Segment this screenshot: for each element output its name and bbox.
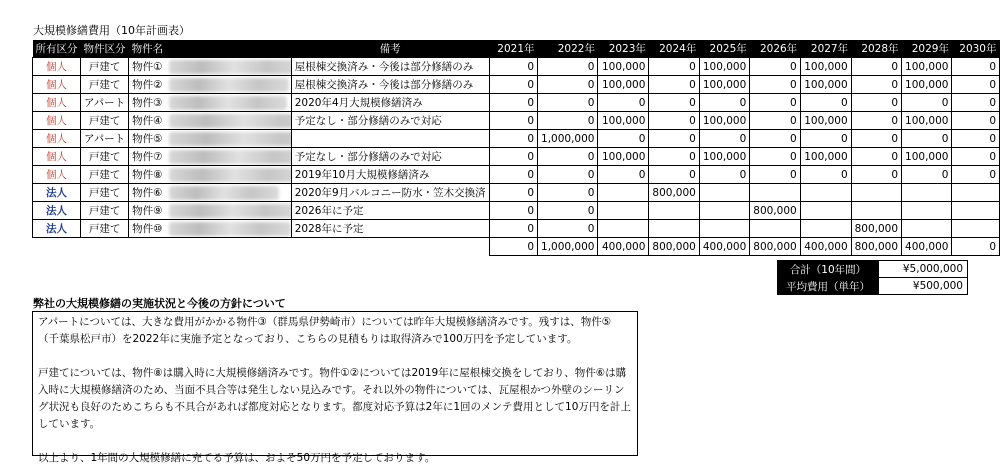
- value-cell: 0: [952, 112, 1000, 130]
- summary-average-value: ¥500,000: [879, 278, 968, 295]
- note-cell: 2028年に予定: [291, 220, 489, 238]
- value-cell: 0: [699, 166, 749, 184]
- value-cell: 0: [851, 112, 901, 130]
- value-cell: 0: [800, 166, 851, 184]
- summary-average-label: 平均費用（単年）: [778, 278, 879, 295]
- value-cell: 0: [750, 112, 800, 130]
- redacted-address: [169, 168, 291, 182]
- owner-cell: 個人: [33, 58, 81, 76]
- value-cell: 0: [489, 76, 537, 94]
- value-cell: 0: [649, 166, 699, 184]
- value-cell: [699, 184, 749, 202]
- note-cell: 屋根棟交換済み・今後は部分修繕のみ: [291, 58, 489, 76]
- total-cell: 800,000: [851, 238, 901, 256]
- name-cell: [129, 166, 292, 184]
- kind-cell: 戸建て: [81, 184, 129, 202]
- value-cell: 0: [902, 130, 952, 148]
- header-note: 備考: [291, 40, 489, 58]
- value-cell: 100,000: [902, 58, 952, 76]
- owner-cell: 法人: [33, 202, 81, 220]
- value-cell: 0: [538, 148, 598, 166]
- value-cell: 0: [952, 94, 1000, 112]
- total-cell: 400,000: [598, 238, 649, 256]
- value-cell: [750, 184, 800, 202]
- redacted-address: [169, 60, 291, 74]
- value-cell: 0: [750, 148, 800, 166]
- value-cell: 0: [538, 58, 598, 76]
- value-cell: 0: [699, 94, 749, 112]
- owner-cell: 個人: [33, 130, 81, 148]
- value-cell: 0: [750, 76, 800, 94]
- value-cell: 0: [538, 202, 598, 220]
- note-cell: 2026年に予定: [291, 202, 489, 220]
- value-cell: [902, 202, 952, 220]
- total-cell: 400,000: [800, 238, 851, 256]
- value-cell: 0: [851, 166, 901, 184]
- value-cell: 100,000: [902, 76, 952, 94]
- kind-cell: アパート: [81, 130, 129, 148]
- header-year: 2021年: [489, 40, 537, 58]
- owner-cell: 法人: [33, 220, 81, 238]
- header-row: [33, 40, 1000, 58]
- value-cell: [598, 202, 649, 220]
- redacted-address: [169, 96, 287, 110]
- value-cell: 0: [952, 76, 1000, 94]
- value-cell: [902, 220, 952, 238]
- value-cell: [598, 220, 649, 238]
- value-cell: 100,000: [800, 58, 851, 76]
- header-name: 物件名: [129, 40, 292, 58]
- redacted-address: [169, 114, 291, 128]
- table-row: [33, 202, 1000, 220]
- total-cell: 1,000,000: [538, 238, 598, 256]
- note-cell: 予定なし・部分修繕のみで対応: [291, 148, 489, 166]
- value-cell: 0: [489, 112, 537, 130]
- owner-cell: 個人: [33, 76, 81, 94]
- summary-total-label: 合計（10年間）: [778, 261, 879, 278]
- value-cell: [750, 220, 800, 238]
- value-cell: 100,000: [902, 148, 952, 166]
- header-year: 2023年: [598, 40, 649, 58]
- value-cell: [952, 202, 1000, 220]
- value-cell: 0: [538, 166, 598, 184]
- note-cell: 2020年9月バルコニー防水・笠木交換済: [291, 184, 489, 202]
- value-cell: 100,000: [699, 76, 749, 94]
- value-cell: 0: [800, 130, 851, 148]
- value-cell: 0: [851, 58, 901, 76]
- header-year: 2030年: [952, 40, 1000, 58]
- value-cell: [902, 184, 952, 202]
- redacted-address: [169, 78, 289, 92]
- note-cell: 予定なし・部分修繕のみで対応: [291, 112, 489, 130]
- property-name: 物件③: [132, 97, 163, 109]
- value-cell: 0: [750, 58, 800, 76]
- note-cell: 2019年10月大規模修繕済み: [291, 166, 489, 184]
- header-year: 2026年: [750, 40, 800, 58]
- redacted-address: [169, 132, 291, 146]
- value-cell: 800,000: [750, 202, 800, 220]
- name-cell: [129, 76, 292, 94]
- property-name: 物件④: [132, 115, 163, 127]
- redacted-address: [169, 222, 291, 236]
- total-cell: 0: [489, 238, 537, 256]
- value-cell: 0: [649, 58, 699, 76]
- kind-cell: 戸建て: [81, 76, 129, 94]
- value-cell: 0: [851, 94, 901, 112]
- kind-cell: 戸建て: [81, 58, 129, 76]
- paragraph: 戸建てについては、物件⑧は購入時に大規模修繕済みです。物件①②については2019年に屋根棟交換をしており、物件⑥は購入時に大規模修繕済のため、当面不具合等は発生しない見込みです。それ以外の物件については、瓦屋根かつ外壁のシーリング状況も良好のためこちらも不具合があれば都度対応となります。都度対応予算は2年に1回のメンテ費用として10万円を計上しています。: [38, 367, 631, 430]
- header-year: 2029年: [902, 40, 952, 58]
- total-cell: 0: [952, 238, 1000, 256]
- summary-average-row: [778, 278, 968, 295]
- property-name: 物件⑦: [132, 151, 163, 163]
- summary-total-value: ¥5,000,000: [879, 261, 968, 278]
- value-cell: 0: [649, 76, 699, 94]
- value-cell: 0: [649, 112, 699, 130]
- value-cell: 0: [649, 130, 699, 148]
- name-cell: [129, 94, 292, 112]
- property-name: 物件⑨: [132, 205, 163, 217]
- header-year: 2027年: [800, 40, 851, 58]
- value-cell: 0: [649, 94, 699, 112]
- kind-cell: 戸建て: [81, 220, 129, 238]
- value-cell: 100,000: [902, 112, 952, 130]
- table-title: 大規模修繕費用（10年計画表）: [33, 24, 190, 37]
- kind-cell: 戸建て: [81, 112, 129, 130]
- redacted-address: [169, 186, 279, 200]
- table-row: [33, 76, 1000, 94]
- header-year: 2024年: [649, 40, 699, 58]
- value-cell: [800, 220, 851, 238]
- table-row: [33, 130, 1000, 148]
- kind-cell: アパート: [81, 94, 129, 112]
- value-cell: 0: [800, 94, 851, 112]
- total-cell: 400,000: [699, 238, 749, 256]
- owner-cell: 個人: [33, 166, 81, 184]
- table-row: [33, 112, 1000, 130]
- value-cell: 0: [598, 166, 649, 184]
- totals-row: [33, 238, 1000, 256]
- value-cell: 0: [538, 76, 598, 94]
- value-cell: 0: [851, 76, 901, 94]
- owner-cell: 個人: [33, 148, 81, 166]
- value-cell: 0: [538, 94, 598, 112]
- value-cell: 0: [952, 58, 1000, 76]
- value-cell: 0: [489, 94, 537, 112]
- value-cell: 0: [649, 148, 699, 166]
- value-cell: [649, 202, 699, 220]
- value-cell: 0: [489, 130, 537, 148]
- header-year: 2022年: [538, 40, 598, 58]
- value-cell: 0: [750, 94, 800, 112]
- value-cell: 100,000: [598, 148, 649, 166]
- value-cell: 0: [851, 130, 901, 148]
- section-title: 弊社の大規模修繕の実施状況と今後の方針について: [33, 297, 286, 310]
- property-name: 物件⑤: [132, 133, 163, 145]
- value-cell: 0: [538, 112, 598, 130]
- value-cell: 1,000,000: [538, 130, 598, 148]
- value-cell: 0: [952, 130, 1000, 148]
- value-cell: 0: [902, 94, 952, 112]
- name-cell: [129, 112, 292, 130]
- owner-cell: 個人: [33, 94, 81, 112]
- value-cell: [699, 220, 749, 238]
- value-cell: 800,000: [851, 220, 901, 238]
- value-cell: 0: [750, 130, 800, 148]
- note-cell: 2020年4月大規模修繕済み: [291, 94, 489, 112]
- value-cell: 0: [598, 130, 649, 148]
- name-cell: [129, 220, 292, 238]
- paragraph: 以上より、1年間の大規模修繕に充てる予算は、およそ50万円を予定しております。: [38, 452, 436, 464]
- totals-spacer: [33, 238, 490, 256]
- property-name: 物件⑥: [132, 187, 163, 199]
- table-row: [33, 58, 1000, 76]
- value-cell: 0: [902, 166, 952, 184]
- value-cell: 0: [489, 184, 537, 202]
- table-body: [33, 58, 1000, 238]
- property-name: 物件②: [132, 79, 163, 91]
- name-cell: [129, 202, 292, 220]
- value-cell: 100,000: [699, 148, 749, 166]
- value-cell: 100,000: [800, 112, 851, 130]
- table-row: [33, 94, 1000, 112]
- value-cell: 100,000: [598, 112, 649, 130]
- table-row: [33, 184, 1000, 202]
- value-cell: 0: [851, 148, 901, 166]
- value-cell: [649, 220, 699, 238]
- value-cell: [699, 202, 749, 220]
- property-name: 物件①: [132, 61, 163, 73]
- total-cell: 400,000: [902, 238, 952, 256]
- kind-cell: 戸建て: [81, 166, 129, 184]
- header-kind: 物件区分: [81, 40, 129, 58]
- paragraph: アパートについては、大きな費用がかかる物件③（群馬県伊勢崎市）については昨年大規模修繕済みです。残すは、物件⑤（千葉県松戸市）を2022年に実施予定となっており、こちらの見積もりは取得済みで100万円を予定しています。: [38, 316, 612, 345]
- kind-cell: 戸建て: [81, 202, 129, 220]
- summary-table: [777, 260, 968, 295]
- value-cell: [952, 220, 1000, 238]
- owner-cell: 法人: [33, 184, 81, 202]
- header-year: 2025年: [699, 40, 749, 58]
- header-year: 2028年: [851, 40, 901, 58]
- redacted-address: [169, 204, 291, 218]
- value-cell: 0: [489, 166, 537, 184]
- policy-notes-box: [32, 311, 638, 464]
- table-row: [33, 220, 1000, 238]
- property-name: 物件⑧: [132, 169, 163, 181]
- value-cell: [851, 202, 901, 220]
- value-cell: 100,000: [800, 76, 851, 94]
- redacted-address: [169, 150, 291, 164]
- value-cell: [952, 184, 1000, 202]
- total-cell: 800,000: [649, 238, 699, 256]
- note-cell: [291, 130, 489, 148]
- value-cell: [598, 184, 649, 202]
- value-cell: 100,000: [699, 112, 749, 130]
- value-cell: 0: [489, 148, 537, 166]
- value-cell: 100,000: [598, 76, 649, 94]
- value-cell: 0: [952, 166, 1000, 184]
- value-cell: 100,000: [699, 58, 749, 76]
- summary-total-row: [778, 261, 968, 278]
- value-cell: 0: [538, 184, 598, 202]
- property-name: 物件⑩: [132, 223, 163, 235]
- name-cell: [129, 184, 292, 202]
- kind-cell: 戸建て: [81, 148, 129, 166]
- value-cell: 0: [598, 94, 649, 112]
- table-row: [33, 166, 1000, 184]
- value-cell: 0: [538, 220, 598, 238]
- note-cell: 屋根棟交換済み・今後は部分修繕のみ: [291, 76, 489, 94]
- value-cell: [851, 184, 901, 202]
- value-cell: 100,000: [598, 58, 649, 76]
- value-cell: 0: [750, 166, 800, 184]
- name-cell: [129, 58, 292, 76]
- value-cell: 800,000: [649, 184, 699, 202]
- value-cell: 100,000: [800, 148, 851, 166]
- total-cell: 800,000: [750, 238, 800, 256]
- repair-plan-table: [32, 40, 1000, 256]
- header-owner: 所有区分: [33, 40, 81, 58]
- value-cell: [800, 184, 851, 202]
- owner-cell: 個人: [33, 112, 81, 130]
- name-cell: [129, 148, 292, 166]
- name-cell: [129, 130, 292, 148]
- value-cell: 0: [489, 220, 537, 238]
- value-cell: 0: [952, 148, 1000, 166]
- value-cell: 0: [489, 202, 537, 220]
- value-cell: [800, 202, 851, 220]
- value-cell: 0: [699, 130, 749, 148]
- table-row: [33, 148, 1000, 166]
- value-cell: 0: [489, 58, 537, 76]
